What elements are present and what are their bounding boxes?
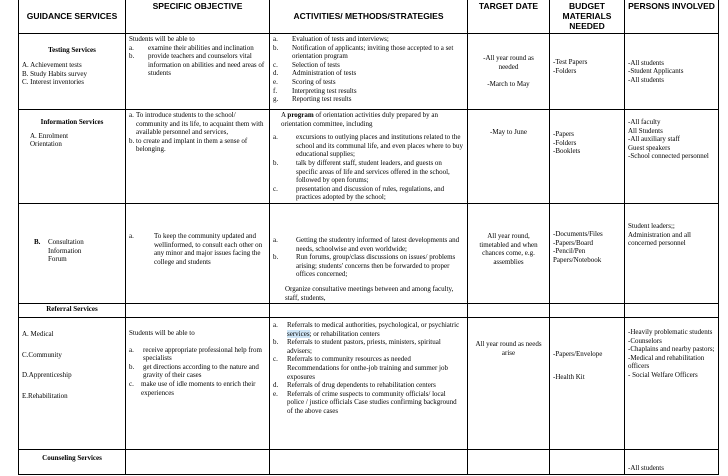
- list-marker: d.: [273, 69, 279, 78]
- person-item: Student leaders;; Administration and all concerned personnel: [628, 221, 691, 248]
- information-row-a: [19, 110, 719, 204]
- list-marker: a.: [273, 35, 278, 43]
- referral-item: C.Community: [22, 350, 62, 359]
- testing-services-title: Testing Services: [48, 46, 96, 55]
- person-item: -Heavily problematic students: [628, 328, 713, 337]
- activity-text: Referrals to medical authorities, psychological, or psychiatric: [287, 321, 460, 330]
- header-activities: ACTIVITIES/ METHODS/STRATEGIES: [270, 0, 468, 34]
- budget-item: -Papers/Envelope: [553, 350, 603, 359]
- empty-cell: [468, 450, 550, 475]
- list-marker: a.: [129, 345, 134, 354]
- empty-cell: [126, 450, 270, 475]
- information-persons-a-cell: [625, 110, 719, 204]
- person-item: - Social Welfare Officers: [628, 371, 698, 380]
- list-marker: f.: [273, 86, 278, 95]
- information-target-b-cell: [468, 203, 550, 303]
- referral-activities-cell: [270, 318, 468, 450]
- empty-cell: [468, 304, 550, 318]
- activity-item: Reporting test results: [292, 95, 352, 104]
- objective-item: make use of idle moments to enrich their experiences: [141, 380, 256, 397]
- testing-item: A. Achievement tests: [22, 60, 82, 69]
- referral-target-cell: [468, 318, 550, 450]
- person-item: -All students: [628, 58, 664, 67]
- objective-intro: Students will be able to: [129, 329, 195, 338]
- objective-item: get directions according to the nature and gravity of their cases: [143, 362, 259, 380]
- testing-target-cell: [468, 34, 550, 110]
- header-row: [19, 0, 719, 34]
- header-persons: PERSONS INVOLVED: [625, 0, 719, 34]
- person-item: -All auxiliary staff: [628, 135, 680, 144]
- empty-cell: [126, 304, 270, 318]
- information-objective-a-cell: [126, 110, 270, 204]
- list-marker: c.: [273, 184, 278, 193]
- referral-item: D.Apprenticeship: [22, 371, 72, 380]
- list-marker: B.: [34, 237, 41, 246]
- activity-item: Getting the studentry informed of latest developments and needs, schoolwise and even worldwide;: [296, 235, 460, 253]
- list-marker: a.: [129, 111, 134, 119]
- person-item: -School connected personnel: [628, 152, 709, 161]
- counseling-persons-cell: [625, 450, 719, 475]
- list-marker: a.: [129, 231, 134, 240]
- budget-item: Papers/Notebook: [553, 255, 602, 264]
- person-item: -Medical and rehabilitation officers: [628, 353, 705, 371]
- activity-item: Referrals of crime suspects to community officials/ local police / justice officials Case studies confirming background of the above cases: [287, 389, 457, 416]
- empty-cell: [270, 304, 468, 318]
- activity-item: Referrals to student pastors, priests, ministers, spiritual advisers;: [287, 338, 441, 355]
- objective-item: provide teachers and counselors vital information on abilities and need areas of students: [148, 52, 265, 78]
- counseling-services-title: Counseling Services: [42, 454, 102, 463]
- person-item: -Student Applicants: [628, 67, 684, 76]
- list-marker: g.: [273, 95, 279, 104]
- counseling-services-cell: [19, 450, 126, 475]
- budget-item: -Folders: [553, 138, 577, 147]
- information-budget-b-cell: [550, 203, 625, 303]
- activity-text: ; or rehabilitation centers: [309, 329, 380, 338]
- testing-item: C. Interest inventories: [22, 78, 85, 87]
- list-marker: c.: [273, 355, 278, 364]
- person-item: -All students: [628, 75, 664, 84]
- budget-item: -Documents/Files: [553, 229, 603, 238]
- target-date: All year round, timetabled and when chances come, e.g. assemblies: [479, 231, 538, 266]
- referral-services-title: Referral Services: [46, 305, 98, 314]
- budget-item: -Health Kit: [553, 372, 585, 381]
- referral-services-title-cell: [19, 304, 126, 318]
- activity-item: Run forums, group/class discussions on issues/ problems arising; students' concerns then be forwarded to proper offices concerned;: [296, 253, 456, 279]
- list-marker: a.: [273, 235, 278, 244]
- empty-cell: [270, 450, 468, 475]
- list-marker: c.: [129, 380, 134, 389]
- testing-objective-cell: [126, 34, 270, 110]
- activity-intro-bold: program: [287, 111, 314, 119]
- list-marker: b.: [129, 362, 135, 371]
- activity-extra: Organize consultative meetings between and among faculty, staff, students,: [285, 284, 454, 302]
- referral-item: A. Medical: [22, 330, 54, 339]
- activity-item: [287, 321, 464, 338]
- information-sub-b: Consultation Information Forum: [48, 237, 84, 264]
- testing-item: B. Study Habits survey: [22, 69, 87, 78]
- testing-activities-cell: [270, 34, 468, 110]
- activity-intro-post: of orientation activities duly prepared by an orientation committee, including: [281, 111, 438, 128]
- testing-budget-cell: [550, 34, 625, 110]
- objective-item: examine their abilities and inclination: [148, 43, 254, 52]
- testing-services-cell: [19, 34, 126, 110]
- activity-item: talk by different staff, student leaders, and guests on specific areas of life and services offered in the school, followed by open forums;: [296, 158, 450, 185]
- information-services-title: Information Services: [40, 118, 104, 126]
- referral-items-cell: [19, 318, 126, 450]
- budget-item: -Booklets: [553, 147, 581, 156]
- activity-item: Referrals to community resources as needed Recommendations for onthe-job training and summer job exposures: [287, 355, 448, 381]
- activity-item: excursions to outlying places and institutions related to the school and its communal life, and even places where to buy educational supplies;: [296, 133, 463, 159]
- information-row-b: [19, 203, 719, 303]
- objective-item: To introduce students to the school/ community and its life, to acquaint them with available personnel and services,: [136, 111, 264, 137]
- activity-item: Selection of tests: [292, 60, 340, 69]
- empty-cell: [550, 304, 625, 318]
- information-objective-b-cell: [126, 203, 270, 303]
- information-services-cell: [19, 110, 126, 204]
- list-marker: b.: [273, 43, 279, 52]
- information-persons-b-cell: [625, 203, 719, 303]
- referral-budget-cell: [550, 318, 625, 450]
- referral-objective-cell: [126, 318, 270, 450]
- information-activities-b-cell: [270, 203, 468, 303]
- target-date: All year round as needs arise: [475, 340, 542, 357]
- budget-item: -Pencil/Pen: [553, 247, 586, 256]
- activity-intro: [273, 111, 464, 128]
- testing-row: [19, 34, 719, 110]
- person-item: -All faculty: [628, 118, 661, 126]
- activity-intro-pre: A: [281, 111, 288, 119]
- person-item: -Chaplains and nearby pastors;: [628, 345, 715, 354]
- budget-item: -Papers/Board: [553, 238, 594, 247]
- activity-item: Evaluation of tests and interviews;: [292, 35, 389, 43]
- activity-item: presentation and discussion of rules, regulations, and practices adopted by the school;: [296, 184, 445, 202]
- header-budget: BUDGET MATERIALS NEEDED: [550, 0, 625, 34]
- guidance-program-table: [18, 0, 719, 475]
- list-marker: a.: [273, 133, 278, 142]
- person-item: All Students: [628, 126, 663, 135]
- list-marker: d.: [273, 381, 279, 390]
- counseling-row: [19, 450, 719, 475]
- referral-item: E.Rehabilitation: [22, 391, 68, 400]
- objective-item: To keep the community updated and wellinformed, to consult each other on any minor and major issues facing the college and students: [154, 231, 263, 266]
- information-budget-a-cell: [550, 110, 625, 204]
- header-objective: SPECIFIC OBJECTIVE: [126, 0, 270, 34]
- activity-item: Scoring of tests: [292, 77, 336, 86]
- list-marker: b.: [273, 253, 279, 262]
- target-date: -All year round as needed: [483, 54, 534, 71]
- budget-item: -Test Papers: [553, 58, 588, 67]
- objective-intro: Students will be able to: [129, 35, 195, 43]
- list-marker: c.: [273, 60, 278, 69]
- list-marker: a.: [273, 321, 278, 330]
- person-item: -Counselors: [628, 336, 662, 345]
- referral-title-row: [19, 304, 719, 318]
- target-date: -May to June: [490, 128, 527, 136]
- activity-item: Administration of tests: [292, 69, 357, 78]
- header-target: TARGET DATE: [468, 0, 550, 34]
- budget-item: -Papers: [553, 130, 574, 138]
- person-item: Guest speakers: [628, 143, 671, 152]
- activity-item: Referrals of drug dependents to rehabilitation centers: [287, 381, 436, 390]
- budget-item: -Folders: [553, 67, 577, 75]
- objective-item: to create and implant in them a sense of belonging.: [136, 136, 248, 154]
- objective-item: receive appropriate professional help from specialists: [143, 345, 262, 363]
- testing-persons-cell: [625, 34, 719, 110]
- information-activities-a-cell: [270, 110, 468, 204]
- referral-row: [19, 318, 719, 450]
- list-marker: b.: [273, 158, 279, 167]
- activity-item: Interpreting test results: [292, 86, 357, 95]
- information-sub-a: A. Enrolment Orientation: [30, 131, 69, 149]
- list-marker: e.: [273, 389, 278, 398]
- list-marker: b.: [129, 52, 135, 61]
- referral-persons-cell: [625, 318, 719, 450]
- empty-cell: [625, 304, 719, 318]
- list-marker: a.: [129, 43, 134, 52]
- information-target-a-cell: [468, 110, 550, 204]
- highlighted-text: services: [287, 329, 310, 338]
- empty-cell: [550, 450, 625, 475]
- target-date: -March to May: [487, 80, 530, 89]
- activity-item: Notification of applicants; inviting those accepted to a set orientation program: [292, 43, 454, 61]
- list-marker: e.: [273, 77, 278, 86]
- list-marker: b.: [129, 136, 135, 145]
- person-item: -All students: [628, 464, 664, 473]
- information-sub-b-cell: [19, 203, 126, 303]
- list-marker: b.: [273, 338, 279, 347]
- header-guidance: GUIDANCE SERVICES: [19, 0, 126, 34]
